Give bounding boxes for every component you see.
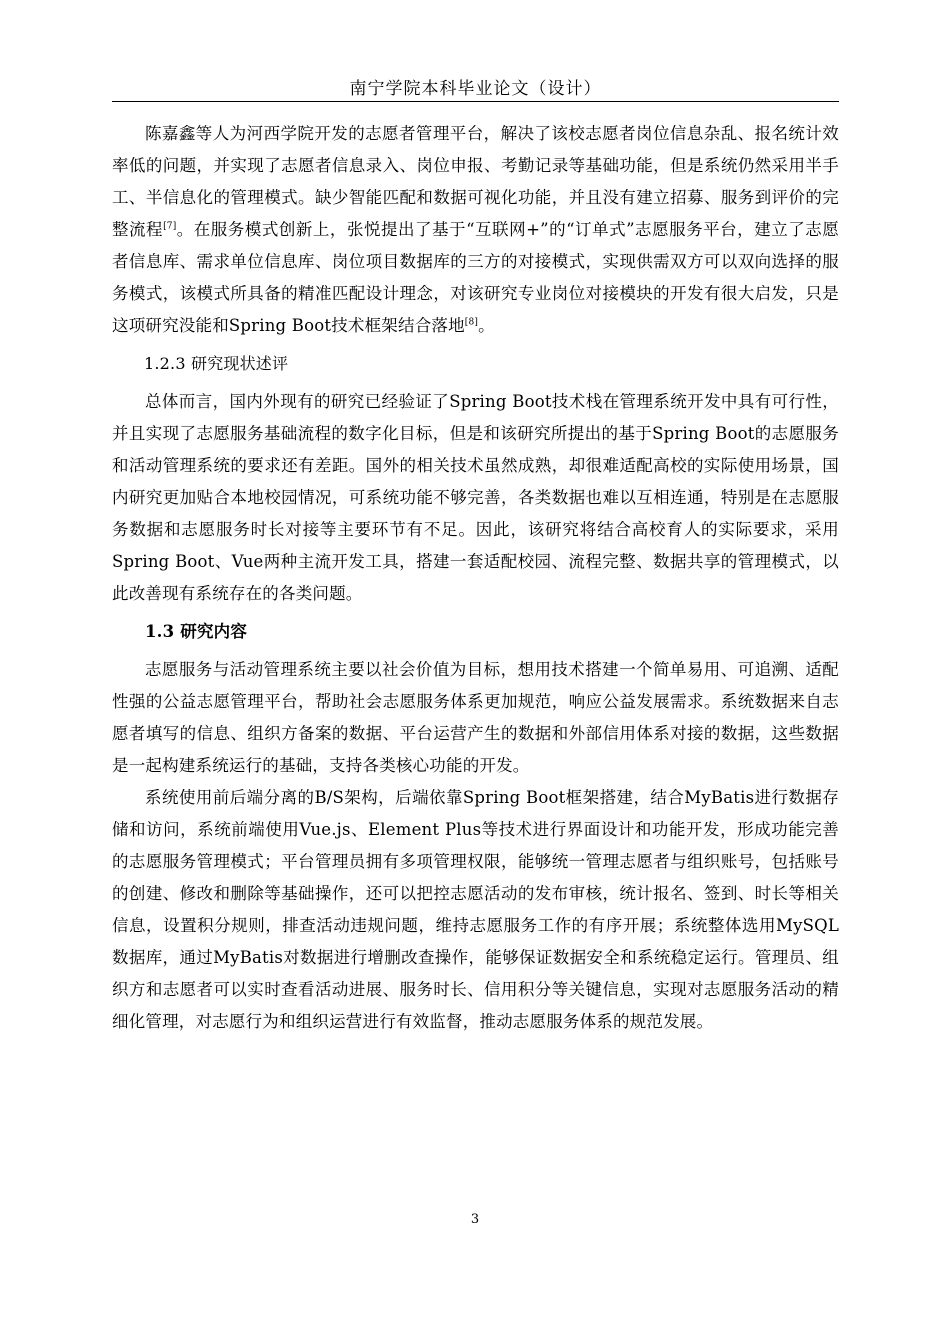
running-header: 南宁学院本科毕业论文（设计） bbox=[349, 79, 602, 99]
paragraph-research-content: 志愿服务与活动管理系统主要以社会价值为目标，想用技术搭建一个简单易用、可追溯、适配性强的公益志愿管理平台，帮助社会志愿服务体系更加规范，响应公益发展需求。系统数据来自志愿者填写的信息、组织方备案的数据、平台运营产生的数据和外部信用体系对接的数据，这些数据是一起构建系统运行的基础，支持各类核心功能的开发。 bbox=[112, 660, 839, 775]
header-rule bbox=[112, 101, 839, 102]
paragraph-text: 。在服务模式创新上，张悦提出了基于“互联网+”的“订单式”志愿服务平台，建立了志愿者信息库、需求单位信息库、岗位项目数据库的三方的对接模式，实现供需双方可以双向选择的服务模式，该模式所具备的精准匹配设计理念，对该研究专业岗位对接模块的开发有很大启发，只是这项研究没能和Spring Boot技术框架结合落地 bbox=[112, 220, 839, 335]
paragraph-system-architecture: 系统使用前后端分离的B/S架构，后端依靠Spring Boot框架搭建，结合MyBatis进行数据存储和访问，系统前端使用Vue.js、Element Plus等技术进行界面设计和功能开发，形成功能完善的志愿服务管理模式；平台管理员拥有多项管理权限，能够统一管理志愿者与组织账号，包括账号的创建、修改和删除等基础操作，还可以把控志愿活动的发布审核，统计报名、签到、时长等相关信息，设置积分规则，排查活动违规问题，维持志愿服务工作的有序开展；系统整体选用MySQL数据库，通过MyBatis对数据进行增删改查操作，能够保证数据安全和系统稳定运行。管理员、组织方和志愿者可以实时查看活动进展、服务时长、信用积分等关键信息，实现对志愿服务活动的精细化管理，对志愿行为和组织运营进行有效监督，推动志愿服务体系的规范发展。 bbox=[112, 788, 839, 1031]
section-heading-1-3: 1.3 研究内容 bbox=[145, 622, 248, 641]
paragraph-text: 陈嘉鑫等人为河西学院开发的志愿者管理平台，解决了该校志愿者岗位信息杂乱、报名统计效率低的问题，并实现了志愿者信息录入、岗位申报、考勤记录等基础功能，但是系统仍然采用半手工、半信息化的管理模式。缺少智能匹配和数据可视化功能，并且没有建立招募、服务到评价的完整流程 bbox=[112, 124, 839, 239]
page-number: 3 bbox=[470, 1212, 480, 1227]
paragraph-text: 。 bbox=[478, 316, 495, 335]
citation-7: [7] bbox=[163, 221, 177, 232]
citation-8: [8] bbox=[464, 317, 479, 328]
section-heading-1-2-3: 1.2.3 研究现状述评 bbox=[144, 354, 289, 373]
paragraph-related-work-domestic bbox=[112, 118, 839, 342]
paragraph-review: 总体而言，国内外现有的研究已经验证了Spring Boot技术栈在管理系统开发中具有可行性，并且实现了志愿服务基础流程的数字化目标，但是和该研究所提出的基于Spring Boot的志愿服务和活动管理系统的要求还有差距。国外的相关技术虽然成熟，却很难适配高校的实际使用场景，国内研究更加贴合本地校园情况，可系统功能不够完善，各类数据也难以互相连通，特别是在志愿服务数据和志愿服务时长对接等主要环节有不足。因此，该研究将结合高校育人的实际要求，采用Spring Boot、Vue两种主流开发工具，搭建一套适配校园、流程完整、数据共享的管理模式，以此改善现有系统存在的各类问题。 bbox=[112, 392, 839, 603]
page-body bbox=[112, 118, 839, 1038]
